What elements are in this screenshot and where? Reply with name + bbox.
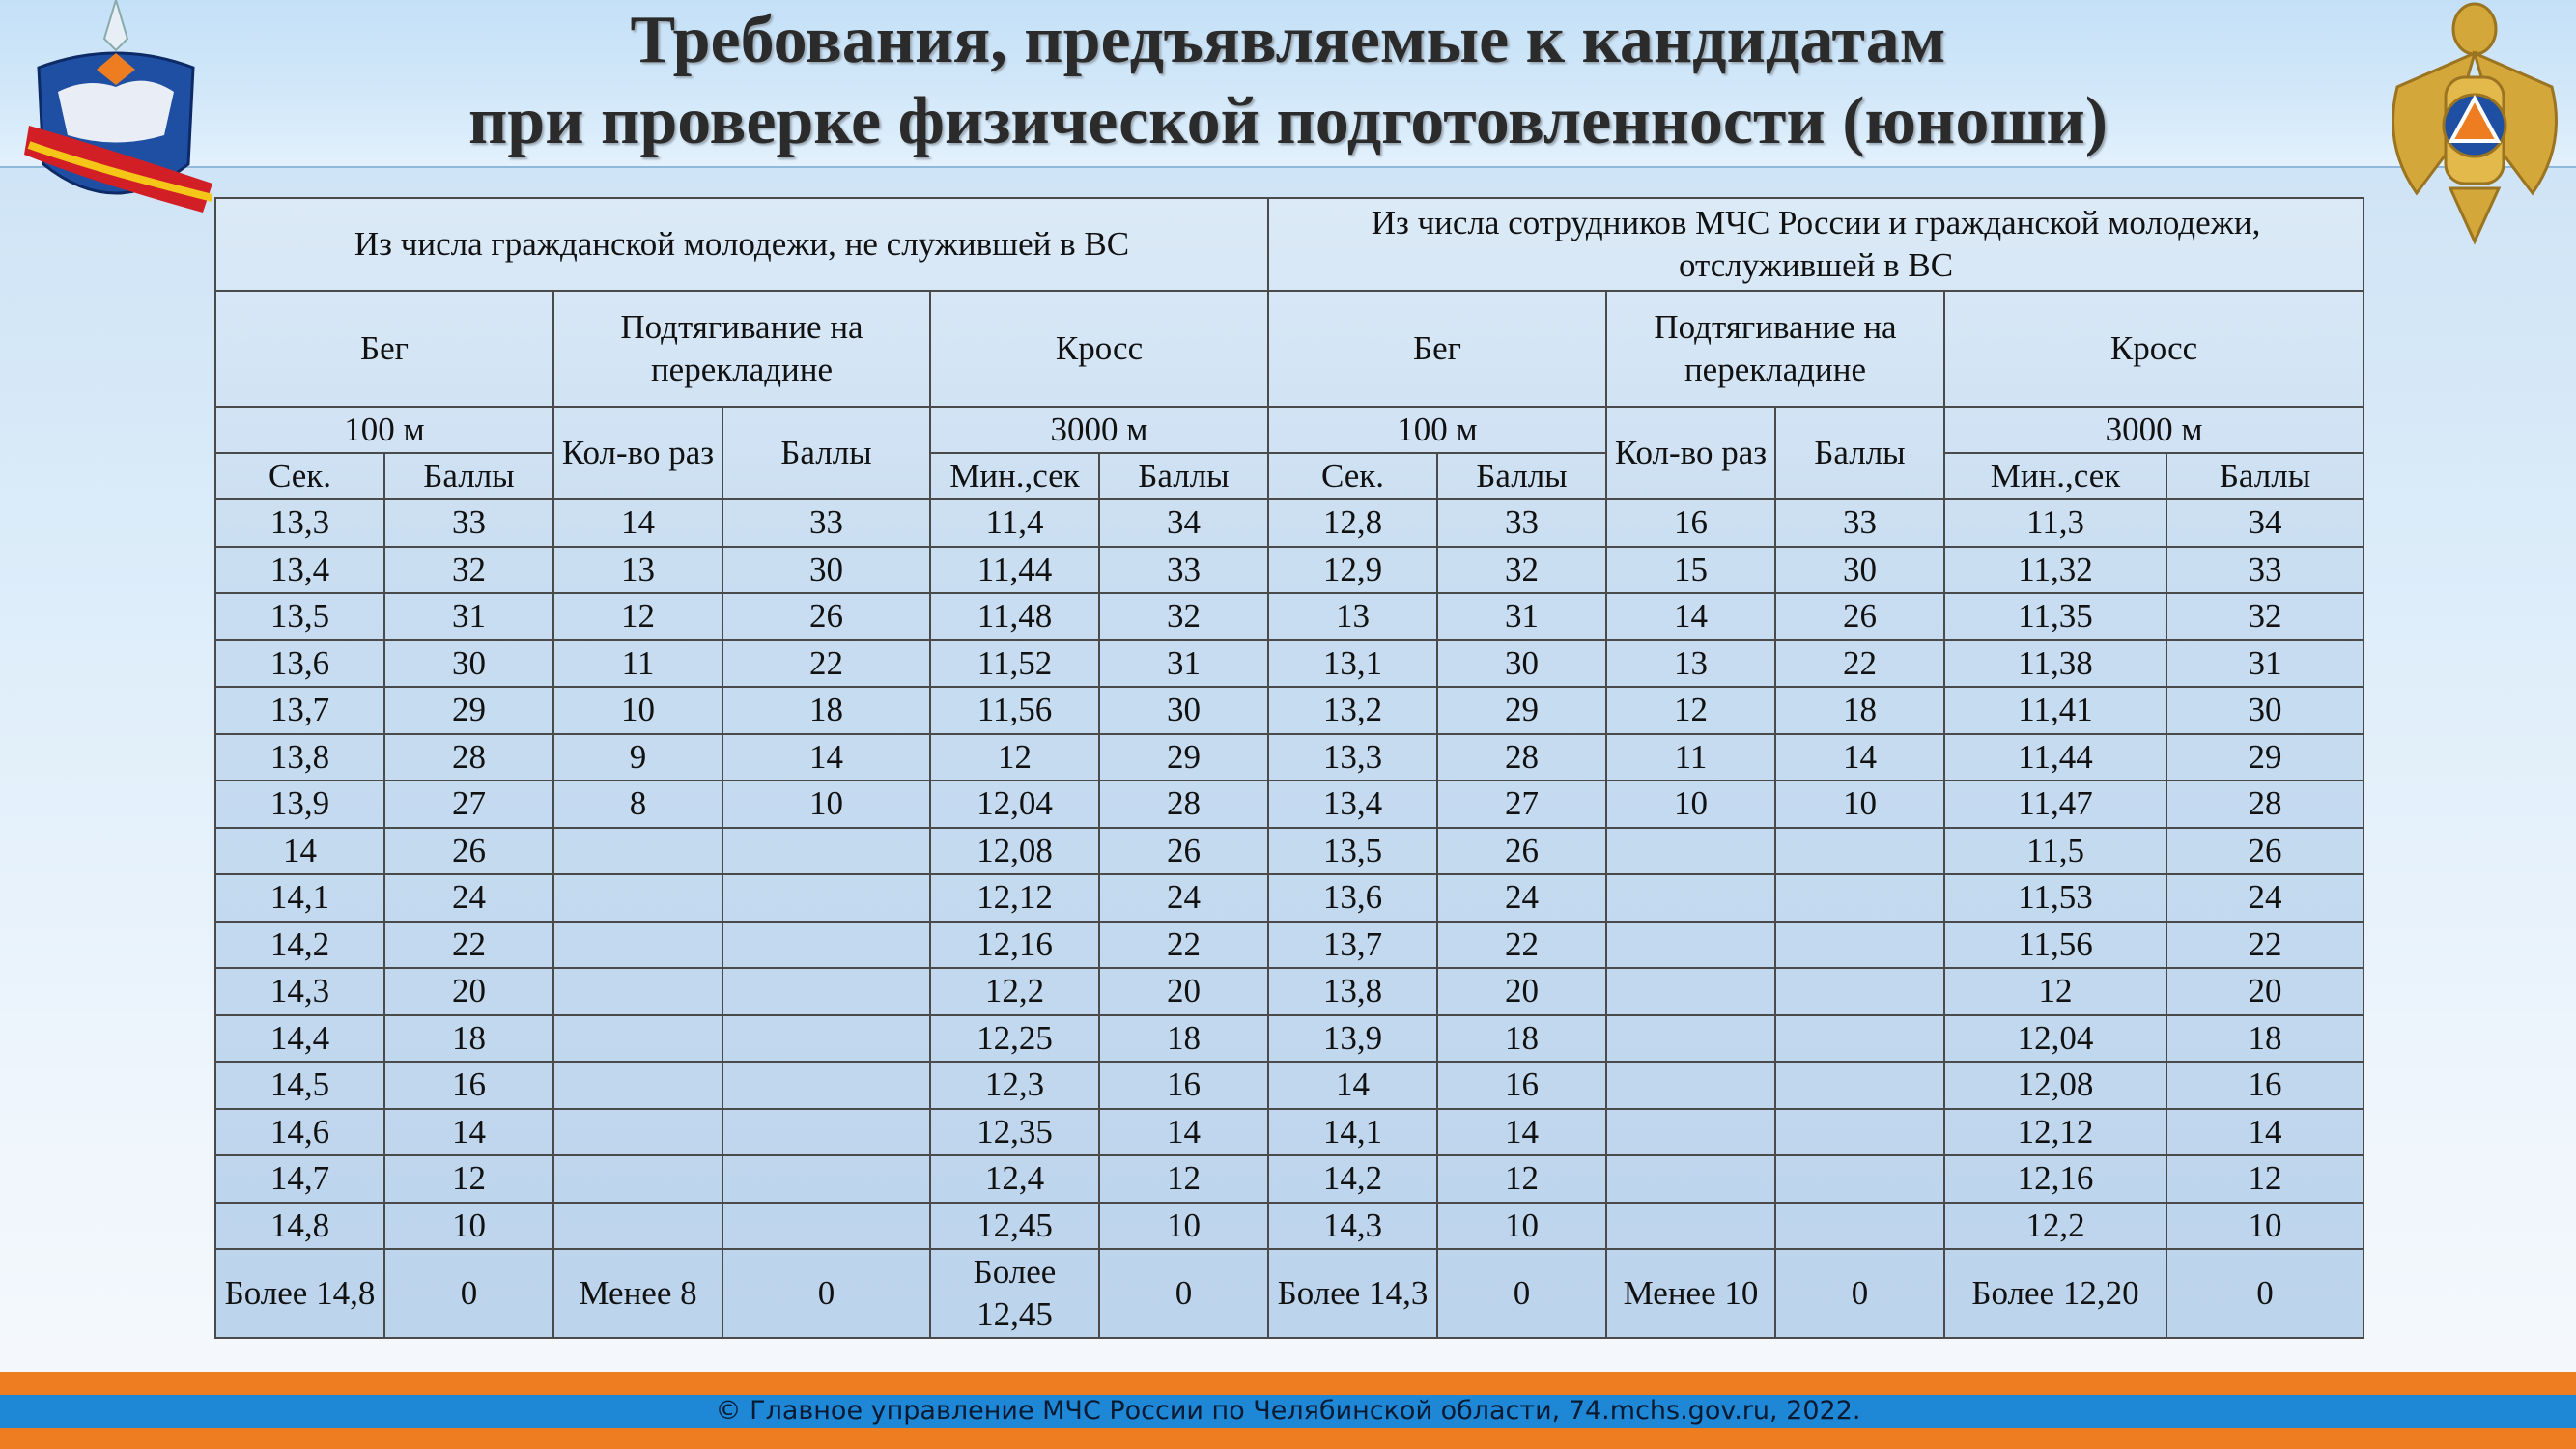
table-cell: 12,4: [930, 1155, 1099, 1203]
mchs-run-header: Бег: [1268, 291, 1606, 407]
table-row-threshold: [215, 1249, 2364, 1338]
table-cell: 30: [722, 547, 930, 594]
civil-3000m-header: 3000 м: [930, 407, 1268, 453]
table-cell: 14: [1775, 734, 1944, 781]
civil-run-points-header: Баллы: [384, 453, 553, 499]
table-cell: 20: [2166, 968, 2364, 1015]
mchs-run-points-header: Баллы: [1437, 453, 1606, 499]
table-cell: 13: [553, 547, 722, 594]
table-cell: 13,5: [1268, 828, 1437, 875]
table-cell: 31: [384, 593, 553, 640]
table-cell: 14,3: [1268, 1203, 1437, 1250]
table-row: [215, 874, 2364, 922]
table-cell: 14,2: [215, 922, 384, 969]
table-cell: 16: [1437, 1062, 1606, 1109]
table-cell: [1775, 1109, 1944, 1156]
mchs-sec-header: Сек.: [1268, 453, 1437, 499]
table-cell: [1606, 968, 1775, 1015]
table-cell: 26: [2166, 828, 2364, 875]
table-cell: 11,41: [1944, 687, 2166, 734]
table-cell: 33: [1099, 547, 1268, 594]
table-cell: 11,52: [930, 640, 1099, 688]
table-row: [215, 828, 2364, 875]
table-cell: 18: [384, 1015, 553, 1063]
table-cell: 14: [2166, 1109, 2364, 1156]
table-cell: 11,4: [930, 499, 1099, 547]
table-cell: 14,7: [215, 1155, 384, 1203]
mchs-100m-header: 100 м: [1268, 407, 1606, 453]
title-line-2: при проверке физической подготовленности (юноши): [467, 84, 2109, 158]
table-cell: 11: [1606, 734, 1775, 781]
civil-cross-points-header: Баллы: [1099, 453, 1268, 499]
table-cell: 11,47: [1944, 781, 2166, 828]
table-cell: 12: [2166, 1155, 2364, 1203]
table-row: [215, 593, 2364, 640]
table-cell: 14,3: [215, 968, 384, 1015]
table-row: [215, 1109, 2364, 1156]
table-cell: 10: [1099, 1203, 1268, 1250]
table-cell: 12,3: [930, 1062, 1099, 1109]
civil-run-header: Бег: [215, 291, 553, 407]
table-cell: 16: [1606, 499, 1775, 547]
page-title: [193, 0, 2383, 166]
table-cell: 12: [930, 734, 1099, 781]
table-cell: 29: [2166, 734, 2364, 781]
table-cell: 14: [1606, 593, 1775, 640]
table-cell: 12,04: [1944, 1015, 2166, 1063]
table-cell: 12,12: [1944, 1109, 2166, 1156]
mchs-count-header: Кол-во раз: [1606, 407, 1775, 499]
table-cell: [1606, 1062, 1775, 1109]
table-cell: 12,16: [1944, 1155, 2166, 1203]
table-row: [215, 1015, 2364, 1063]
group-mchs-header: Из числа сотрудников МЧС России и гражданской молодежи, отслужившей в ВС: [1268, 198, 2364, 291]
table-cell: 11,38: [1944, 640, 2166, 688]
table-cell: [1606, 1203, 1775, 1250]
table-cell: 14,1: [215, 874, 384, 922]
table-row: [215, 1062, 2364, 1109]
table-cell: 34: [2166, 499, 2364, 547]
table-cell: 11,44: [1944, 734, 2166, 781]
table-cell: 14,6: [215, 1109, 384, 1156]
table-cell: [1775, 922, 1944, 969]
table-cell: 0: [1437, 1249, 1606, 1338]
table-cell: 13,3: [215, 499, 384, 547]
table-cell: 22: [722, 640, 930, 688]
table-cell: 32: [1099, 593, 1268, 640]
table-cell: [553, 874, 722, 922]
table-cell: 11,44: [930, 547, 1099, 594]
table-cell: 31: [1099, 640, 1268, 688]
table-cell: 20: [384, 968, 553, 1015]
table-cell: 22: [1099, 922, 1268, 969]
table-cell: 14: [1268, 1062, 1437, 1109]
civil-cross-header: Кросс: [930, 291, 1268, 407]
table-cell: 16: [2166, 1062, 2364, 1109]
table-cell: 33: [384, 499, 553, 547]
distance-header-row: [215, 407, 2364, 453]
table-cell: 14,5: [215, 1062, 384, 1109]
table-cell: 13,1: [1268, 640, 1437, 688]
table-cell: 13,3: [1268, 734, 1437, 781]
mchs-minsec-header: Мин.,сек: [1944, 453, 2166, 499]
table-row: [215, 499, 2364, 547]
table-cell: 12,08: [930, 828, 1099, 875]
table-cell: 12,08: [1944, 1062, 2166, 1109]
table-cell: 12,25: [930, 1015, 1099, 1063]
exercise-header-row: [215, 291, 2364, 407]
table-cell: 22: [1775, 640, 1944, 688]
table-cell: 22: [1437, 922, 1606, 969]
table-cell: [1606, 922, 1775, 969]
table-cell: 13,6: [1268, 874, 1437, 922]
table-cell: 10: [1437, 1203, 1606, 1250]
table-cell: 9: [553, 734, 722, 781]
table-cell: 30: [384, 640, 553, 688]
civil-100m-header: 100 м: [215, 407, 553, 453]
table-cell: [1775, 1062, 1944, 1109]
footer-stripe-orange-bottom: [0, 1428, 2576, 1449]
table-cell: 13: [1606, 640, 1775, 688]
table-body: [215, 499, 2364, 1338]
table-cell: 14: [215, 828, 384, 875]
table-cell: 13,4: [1268, 781, 1437, 828]
table-cell: 28: [384, 734, 553, 781]
table-cell: 11,56: [1944, 922, 2166, 969]
table-cell: [553, 1203, 722, 1250]
table-row: [215, 968, 2364, 1015]
table-cell: 13,7: [1268, 922, 1437, 969]
table-cell: [1606, 1109, 1775, 1156]
table-cell: [722, 968, 930, 1015]
table-cell: 14: [384, 1109, 553, 1156]
footer-copyright: © Главное управление МЧС России по Челябинской области, 74.mchs.gov.ru, 2022.: [715, 1396, 1861, 1426]
table-cell: [722, 874, 930, 922]
table-cell: 12: [1099, 1155, 1268, 1203]
table-cell: [722, 1109, 930, 1156]
table-cell: 33: [1775, 499, 1944, 547]
table-cell: [1775, 1203, 1944, 1250]
table-cell: 16: [1099, 1062, 1268, 1109]
table-cell: 32: [1437, 547, 1606, 594]
table-cell: 16: [384, 1062, 553, 1109]
table-cell: 0: [2166, 1249, 2364, 1338]
table-row: [215, 1203, 2364, 1250]
table-cell: 33: [722, 499, 930, 547]
table-cell: 24: [2166, 874, 2364, 922]
table-cell: 13,8: [1268, 968, 1437, 1015]
table-cell: 10: [2166, 1203, 2364, 1250]
table-cell: Менее 10: [1606, 1249, 1775, 1338]
title-line-1: Требования, предъявляемые к кандидатам: [630, 3, 1946, 77]
table-cell: 24: [384, 874, 553, 922]
mchs-cross-points-header: Баллы: [2166, 453, 2364, 499]
table-cell: 13,6: [215, 640, 384, 688]
table-cell: 18: [722, 687, 930, 734]
table-cell: 26: [1775, 593, 1944, 640]
table-cell: 28: [1099, 781, 1268, 828]
table-cell: Более 14,3: [1268, 1249, 1437, 1338]
table-cell: Более 14,8: [215, 1249, 384, 1338]
table-cell: 12,35: [930, 1109, 1099, 1156]
table-cell: 32: [384, 547, 553, 594]
table-cell: 24: [1437, 874, 1606, 922]
table-cell: 12,16: [930, 922, 1099, 969]
table-cell: 12: [384, 1155, 553, 1203]
table-cell: 13,5: [215, 593, 384, 640]
table-cell: [722, 1015, 930, 1063]
mchs-gold-eagle-icon: [2378, 0, 2571, 251]
civil-count-header: Кол-во раз: [553, 407, 722, 499]
table-cell: 11,32: [1944, 547, 2166, 594]
table-cell: 0: [1099, 1249, 1268, 1338]
table-cell: 14,1: [1268, 1109, 1437, 1156]
table-cell: 12,04: [930, 781, 1099, 828]
table-cell: 33: [2166, 547, 2364, 594]
group-header-row: [215, 198, 2364, 291]
table-cell: [1606, 1155, 1775, 1203]
table-cell: 0: [1775, 1249, 1944, 1338]
table-row: [215, 547, 2364, 594]
table-cell: 14,4: [215, 1015, 384, 1063]
table-cell: 11,5: [1944, 828, 2166, 875]
table-cell: 30: [1099, 687, 1268, 734]
table-cell: 18: [1437, 1015, 1606, 1063]
table-cell: 12,45: [930, 1203, 1099, 1250]
table-cell: 12,9: [1268, 547, 1437, 594]
table-cell: 11,56: [930, 687, 1099, 734]
table-cell: 14: [1099, 1109, 1268, 1156]
table-cell: 31: [1437, 593, 1606, 640]
civil-sec-header: Сек.: [215, 453, 384, 499]
table-cell: 14,2: [1268, 1155, 1437, 1203]
table-cell: [722, 828, 930, 875]
table-cell: 26: [722, 593, 930, 640]
table-cell: 12,12: [930, 874, 1099, 922]
mchs-cross-header: Кросс: [1944, 291, 2364, 407]
table-cell: [722, 1155, 930, 1203]
table-cell: 11: [553, 640, 722, 688]
table-cell: 12,2: [930, 968, 1099, 1015]
table-cell: [1606, 828, 1775, 875]
table-cell: 29: [384, 687, 553, 734]
requirements-table: [214, 197, 2364, 1339]
table-cell: 26: [1437, 828, 1606, 875]
table-cell: [1606, 874, 1775, 922]
table-cell: 29: [1099, 734, 1268, 781]
table-cell: 18: [1775, 687, 1944, 734]
table-cell: 12: [1606, 687, 1775, 734]
table-cell: 20: [1099, 968, 1268, 1015]
table-cell: 18: [2166, 1015, 2364, 1063]
table-cell: 20: [1437, 968, 1606, 1015]
table-cell: 10: [384, 1203, 553, 1250]
table-cell: 12: [1944, 968, 2166, 1015]
table-cell: [553, 1109, 722, 1156]
table-cell: 31: [2166, 640, 2364, 688]
civil-minsec-header: Мин.,сек: [930, 453, 1099, 499]
table-cell: [553, 1015, 722, 1063]
table-cell: 13,4: [215, 547, 384, 594]
table-cell: 24: [1099, 874, 1268, 922]
table-cell: 28: [2166, 781, 2364, 828]
table-cell: [722, 922, 930, 969]
table-row: [215, 734, 2364, 781]
table-cell: 22: [2166, 922, 2364, 969]
table-cell: 13,9: [215, 781, 384, 828]
table-cell: 34: [1099, 499, 1268, 547]
table-cell: 13,8: [215, 734, 384, 781]
table-cell: 13,7: [215, 687, 384, 734]
table-row: [215, 922, 2364, 969]
table-cell: [1775, 874, 1944, 922]
table-cell: 22: [384, 922, 553, 969]
table-cell: 0: [384, 1249, 553, 1338]
table-cell: 13,2: [1268, 687, 1437, 734]
mchs-pullups-header: Подтягивание на перекладине: [1606, 291, 1944, 407]
table-cell: 30: [1437, 640, 1606, 688]
table-cell: 13: [1268, 593, 1437, 640]
table-cell: Более 12,45: [930, 1249, 1099, 1338]
table-row: [215, 1155, 2364, 1203]
table-cell: 33: [1437, 499, 1606, 547]
footer-stripe-orange-top: [0, 1372, 2576, 1395]
table-cell: [553, 968, 722, 1015]
table-cell: 12: [553, 593, 722, 640]
table-row: [215, 640, 2364, 688]
table-cell: 30: [2166, 687, 2364, 734]
table-cell: 12: [1437, 1155, 1606, 1203]
mchs-pullups-points-header: Баллы: [1775, 407, 1944, 499]
table-cell: 8: [553, 781, 722, 828]
table-cell: 10: [722, 781, 930, 828]
table-cell: [722, 1062, 930, 1109]
table-cell: 15: [1606, 547, 1775, 594]
table-cell: 26: [384, 828, 553, 875]
table-cell: 18: [1099, 1015, 1268, 1063]
table-cell: [1775, 828, 1944, 875]
table-cell: [1775, 968, 1944, 1015]
table-cell: [553, 1155, 722, 1203]
group-civil-header: Из числа гражданской молодежи, не служившей в ВС: [215, 198, 1268, 291]
table-cell: 11,3: [1944, 499, 2166, 547]
civil-pullups-points-header: Баллы: [722, 407, 930, 499]
table-cell: 10: [553, 687, 722, 734]
civil-pullups-header: Подтягивание на перекладине: [553, 291, 930, 407]
table-cell: 11,35: [1944, 593, 2166, 640]
table-cell: [553, 922, 722, 969]
table-cell: [553, 828, 722, 875]
table-cell: [1606, 1015, 1775, 1063]
table-cell: [1775, 1015, 1944, 1063]
table-cell: 13,9: [1268, 1015, 1437, 1063]
table-cell: 11,53: [1944, 874, 2166, 922]
regional-emblem-icon: [19, 0, 212, 232]
table-cell: 27: [1437, 781, 1606, 828]
table-row: [215, 687, 2364, 734]
table-cell: 14: [553, 499, 722, 547]
table-cell: 10: [1775, 781, 1944, 828]
table-cell: 12,8: [1268, 499, 1437, 547]
table-cell: 12,2: [1944, 1203, 2166, 1250]
table-cell: 28: [1437, 734, 1606, 781]
table-cell: 14,8: [215, 1203, 384, 1250]
table-cell: 10: [1606, 781, 1775, 828]
table-cell: 14: [722, 734, 930, 781]
table-cell: 14: [1437, 1109, 1606, 1156]
table-cell: 29: [1437, 687, 1606, 734]
table-cell: 26: [1099, 828, 1268, 875]
table-cell: Менее 8: [553, 1249, 722, 1338]
table-cell: [553, 1062, 722, 1109]
table-row: [215, 781, 2364, 828]
table-cell: 30: [1775, 547, 1944, 594]
table-cell: 0: [722, 1249, 930, 1338]
table-cell: 27: [384, 781, 553, 828]
unit-header-row: [215, 453, 2364, 499]
table-cell: 32: [2166, 593, 2364, 640]
table-cell: Более 12,20: [1944, 1249, 2166, 1338]
mchs-3000m-header: 3000 м: [1944, 407, 2364, 453]
table-cell: 11,48: [930, 593, 1099, 640]
table-cell: [1775, 1155, 1944, 1203]
table-cell: [722, 1203, 930, 1250]
